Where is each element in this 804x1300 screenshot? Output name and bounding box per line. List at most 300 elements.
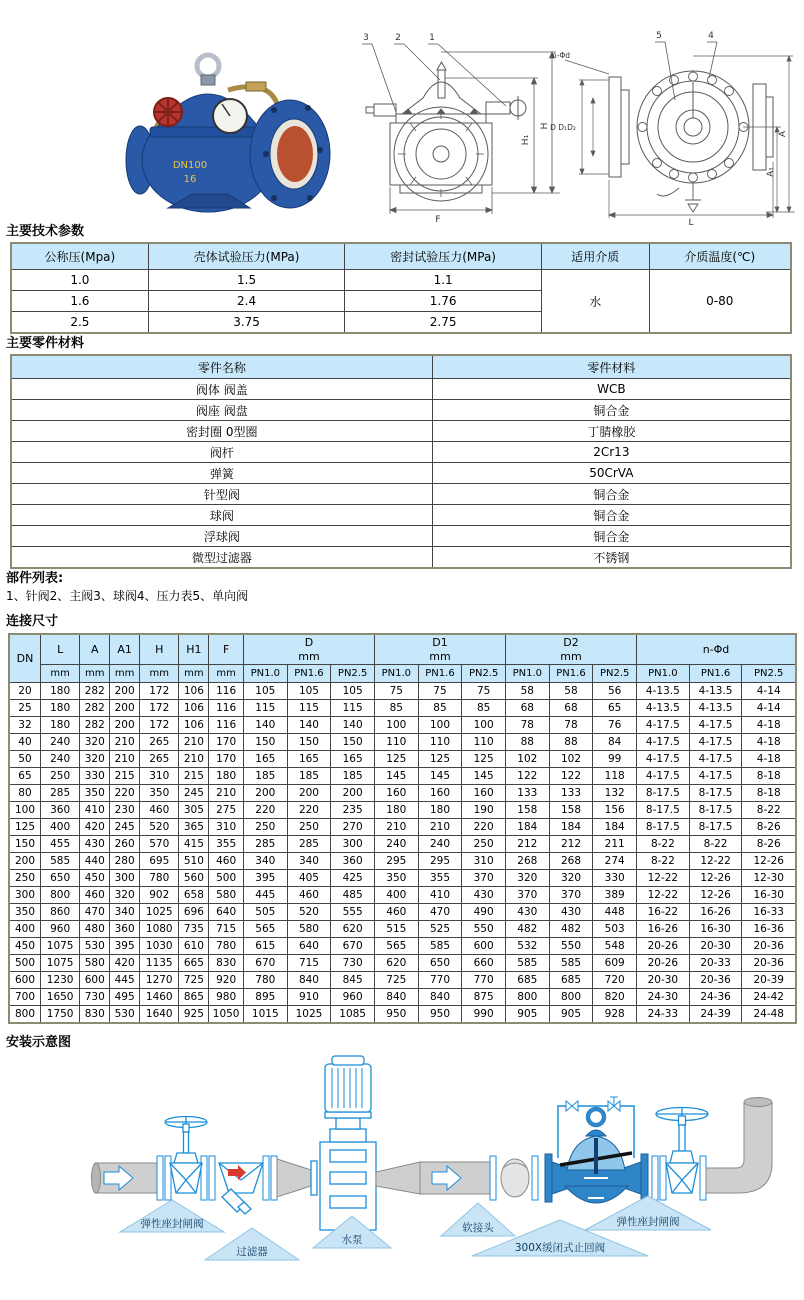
cell: 300 <box>9 887 40 904</box>
cell: 185 <box>331 768 375 785</box>
cell: 360 <box>40 802 79 819</box>
cell: 220 <box>462 819 506 836</box>
cell: 585 <box>40 853 79 870</box>
cell: 430 <box>505 904 549 921</box>
dims-header-row-2: mm mm mm mm mm mm PN1.0 PN1.6 PN2.5 PN1.0 PN1.6 PN2.5 PN1.0 PN1.6 PN2.5 PN1.0 PN1.6 PN2.5 <box>9 665 796 683</box>
callout-5: 5 <box>656 31 662 41</box>
cell: 270 <box>331 819 375 836</box>
cell: 895 <box>243 989 287 1006</box>
table-row <box>9 921 796 938</box>
cell: 600 <box>9 972 40 989</box>
cell: 370 <box>462 870 506 887</box>
cell: 阀体 阀盖 <box>11 379 432 400</box>
dim-l-label: L <box>688 218 694 227</box>
cell: 8-22 <box>637 853 690 870</box>
cell: 106 <box>179 683 209 700</box>
cell: 4-17.5 <box>689 734 742 751</box>
cell: 460 <box>287 887 331 904</box>
cell: 16-22 <box>637 904 690 921</box>
cell: 4-18 <box>742 751 796 768</box>
cell: 430 <box>549 904 593 921</box>
cell: 铜合金 <box>432 505 791 526</box>
cell: 580 <box>209 887 244 904</box>
cell: 830 <box>80 1006 110 1024</box>
cell: 330 <box>80 768 110 785</box>
cell: 20-36 <box>742 955 796 972</box>
cell: 212 <box>505 836 549 853</box>
cell: 490 <box>462 904 506 921</box>
cell: 100 <box>9 802 40 819</box>
cell: 425 <box>331 870 375 887</box>
cell: 140 <box>243 717 287 734</box>
cell: 800 <box>505 989 549 1006</box>
cell: 395 <box>243 870 287 887</box>
cell: 570 <box>140 836 179 853</box>
dimensions-title: 连接尺寸 <box>6 614 59 629</box>
cell: 210 <box>418 819 462 836</box>
cell: 116 <box>209 717 244 734</box>
cell: 770 <box>418 972 462 989</box>
cell: 285 <box>287 836 331 853</box>
cell: 184 <box>505 819 549 836</box>
col-a: A <box>80 634 110 665</box>
cell: 158 <box>549 802 593 819</box>
cell: 4-17.5 <box>689 768 742 785</box>
cell: 针型阀 <box>11 484 432 505</box>
cell: 530 <box>80 938 110 955</box>
cell: 415 <box>179 836 209 853</box>
cell: 950 <box>374 1006 418 1024</box>
cell: 274 <box>593 853 637 870</box>
cell: 100 <box>374 717 418 734</box>
cell: 12-30 <box>742 870 796 887</box>
cell: 295 <box>418 853 462 870</box>
cell: 365 <box>179 819 209 836</box>
cell: 116 <box>209 683 244 700</box>
cell: 8-22 <box>742 802 796 819</box>
cell: 696 <box>179 904 209 921</box>
cell: 215 <box>110 768 140 785</box>
col-group-d2: D2 mm <box>505 634 636 665</box>
cell: 460 <box>140 802 179 819</box>
cell: 430 <box>462 887 506 904</box>
cell: 1270 <box>140 972 179 989</box>
cell: 1080 <box>140 921 179 938</box>
cell: 485 <box>331 887 375 904</box>
lifting-eye-ring <box>588 1109 604 1125</box>
table-row <box>11 484 791 505</box>
cell: 482 <box>549 921 593 938</box>
cell: 350 <box>80 785 110 802</box>
cell: 2Cr13 <box>432 442 791 463</box>
cell: 1025 <box>287 1006 331 1024</box>
cell: 800 <box>549 989 593 1006</box>
cell: 620 <box>374 955 418 972</box>
cell: 265 <box>140 751 179 768</box>
outlet-pipe <box>376 1162 490 1194</box>
cell: 700 <box>9 989 40 1006</box>
cell: 450 <box>80 870 110 887</box>
materials-header-row <box>11 355 791 379</box>
cell: 480 <box>80 921 110 938</box>
cell: 410 <box>418 887 462 904</box>
cell: 360 <box>110 921 140 938</box>
cell: 8-17.5 <box>689 785 742 802</box>
cell: 105 <box>243 683 287 700</box>
cell: 505 <box>243 904 287 921</box>
table-row <box>9 700 796 717</box>
cell: 960 <box>331 989 375 1006</box>
cell: 355 <box>209 836 244 853</box>
diagram-label: 过滤器 <box>236 1246 268 1258</box>
cell: 300 <box>331 836 375 853</box>
table-row <box>9 955 796 972</box>
cell: 320 <box>80 751 110 768</box>
table-row <box>9 853 796 870</box>
flange-bolt-label: n-Φd <box>551 51 571 60</box>
cell: 4-13.5 <box>637 700 690 717</box>
cell: 460 <box>209 853 244 870</box>
cell: 548 <box>593 938 637 955</box>
col-a1: A1 <box>110 634 140 665</box>
cell: 133 <box>549 785 593 802</box>
cell: 铜合金 <box>432 526 791 547</box>
cell: 210 <box>179 751 209 768</box>
cell: 658 <box>179 887 209 904</box>
cell: 4-13.5 <box>689 700 742 717</box>
cell: 105 <box>287 683 331 700</box>
cell: 4-17.5 <box>689 717 742 734</box>
cell: 58 <box>549 683 593 700</box>
cell: 715 <box>209 921 244 938</box>
cell: 268 <box>505 853 549 870</box>
table-row: 1.6 2.4 1.76 <box>11 291 791 312</box>
cell: 40 <box>9 734 40 751</box>
cell: 350 <box>9 904 40 921</box>
table-row: 2.5 3.75 2.75 <box>11 312 791 334</box>
callout-1: 1 <box>429 33 435 43</box>
cell: 16-26 <box>637 921 690 938</box>
col-nominal-pressure: 公称压(Mpa) <box>11 243 148 270</box>
cell: 735 <box>179 921 209 938</box>
cell: 180 <box>209 768 244 785</box>
cell: 165 <box>331 751 375 768</box>
cell: 24-36 <box>689 989 742 1006</box>
cell: 520 <box>287 904 331 921</box>
cell: 110 <box>418 734 462 751</box>
cell: 725 <box>374 972 418 989</box>
col-group-d: D mm <box>243 634 374 665</box>
cell: 68 <box>505 700 549 717</box>
cell: 720 <box>593 972 637 989</box>
cell: 300 <box>110 870 140 887</box>
cell: 8-18 <box>742 785 796 802</box>
cell: 1230 <box>40 972 79 989</box>
cell: 20 <box>9 683 40 700</box>
cell: 180 <box>40 700 79 717</box>
lifting-eye-ring <box>197 55 219 77</box>
cell: 106 <box>179 700 209 717</box>
cell: 4-17.5 <box>637 751 690 768</box>
cell: 340 <box>110 904 140 921</box>
cell: 925 <box>179 1006 209 1024</box>
cell: 88 <box>549 734 593 751</box>
cell: 715 <box>287 955 331 972</box>
cell: 8-17.5 <box>637 819 690 836</box>
cell: 360 <box>331 853 375 870</box>
cell: 585 <box>505 955 549 972</box>
table-row <box>9 717 796 734</box>
cell: 16-26 <box>689 904 742 921</box>
cell: 780 <box>243 972 287 989</box>
cell: 145 <box>374 768 418 785</box>
cell: 340 <box>287 853 331 870</box>
col-medium-temp: 介质温度(℃) <box>649 243 791 270</box>
col-f: F <box>209 634 244 665</box>
cell: 905 <box>505 1006 549 1024</box>
diagram-label: 弹性座封闸阀 <box>140 1218 204 1230</box>
cell: 210 <box>110 751 140 768</box>
cell: 530 <box>110 1006 140 1024</box>
cell: 275 <box>209 802 244 819</box>
side-view-drawing <box>545 22 804 227</box>
cell: 185 <box>243 768 287 785</box>
cell: 铜合金 <box>432 484 791 505</box>
table-row <box>9 734 796 751</box>
cell: 122 <box>549 768 593 785</box>
cell: 600 <box>462 938 506 955</box>
cell: 100 <box>418 717 462 734</box>
cell: 115 <box>331 700 375 717</box>
cell: 585 <box>549 955 593 972</box>
cell: 50CrVA <box>432 463 791 484</box>
cell: 165 <box>243 751 287 768</box>
cell: 330 <box>593 870 637 887</box>
cell: 184 <box>593 819 637 836</box>
cell: 500 <box>9 955 40 972</box>
cell: 215 <box>179 768 209 785</box>
cell: 阀座 阀盘 <box>11 400 432 421</box>
cell: 115 <box>243 700 287 717</box>
cell: 24-30 <box>637 989 690 1006</box>
cell: 8-22 <box>637 836 690 853</box>
cell: 445 <box>110 972 140 989</box>
cell: 928 <box>593 1006 637 1024</box>
parts-list-text: 1、针阀2、主阀3、球阀4、压力表5、单向阀 <box>6 589 249 603</box>
cell: 235 <box>331 802 375 819</box>
cell: 4-17.5 <box>637 768 690 785</box>
cell: 550 <box>549 938 593 955</box>
cell: 85 <box>462 700 506 717</box>
cell: 350 <box>374 870 418 887</box>
cell: 56 <box>593 683 637 700</box>
cell: 285 <box>40 785 79 802</box>
dims-header-row-1 <box>9 634 796 665</box>
cell: 1015 <box>243 1006 287 1024</box>
cell: 浮球阀 <box>11 526 432 547</box>
cell: 190 <box>462 802 506 819</box>
table-row <box>11 400 791 421</box>
cell: 340 <box>243 853 287 870</box>
table-row <box>9 785 796 802</box>
table-row <box>11 421 791 442</box>
cell: 565 <box>243 921 287 938</box>
temp-cell: 0-80 <box>649 270 791 334</box>
photo-badge: DN100 <box>172 160 208 171</box>
cell: 560 <box>179 870 209 887</box>
cell: 4-14 <box>742 700 796 717</box>
cell: 250 <box>462 836 506 853</box>
cell: 211 <box>593 836 637 853</box>
cell: 665 <box>179 955 209 972</box>
cell: 400 <box>9 921 40 938</box>
elbow-pipe <box>706 1098 772 1194</box>
cell: 875 <box>462 989 506 1006</box>
table-row <box>9 836 796 853</box>
cell: 145 <box>462 768 506 785</box>
col-medium: 适用介质 <box>541 243 649 270</box>
cell: 4-18 <box>742 734 796 751</box>
cell: 32 <box>9 717 40 734</box>
cell: 58 <box>505 683 549 700</box>
cell: 8-18 <box>742 768 796 785</box>
cell: 24-42 <box>742 989 796 1006</box>
cell: 320 <box>80 734 110 751</box>
cell: 320 <box>549 870 593 887</box>
cell: 100 <box>462 717 506 734</box>
cell: 78 <box>505 717 549 734</box>
red-handwheel <box>154 98 182 126</box>
cell: 20-36 <box>742 938 796 955</box>
cell: 145 <box>418 768 462 785</box>
cell: 990 <box>462 1006 506 1024</box>
cell: 8-26 <box>742 819 796 836</box>
cell: 210 <box>209 785 244 802</box>
dim-h1-label: H₁ <box>521 134 531 146</box>
table-row <box>9 972 796 989</box>
cell: 510 <box>179 853 209 870</box>
cell: 1050 <box>209 1006 244 1024</box>
callout-2: 2 <box>395 33 401 43</box>
cell: 445 <box>243 887 287 904</box>
cell: 150 <box>287 734 331 751</box>
cell: 110 <box>462 734 506 751</box>
cell: 12-26 <box>689 887 742 904</box>
dim-a1-label: A₁ <box>766 167 776 177</box>
inlet-pipe <box>92 1163 158 1193</box>
cell: 820 <box>593 989 637 1006</box>
cell: 65 <box>9 768 40 785</box>
cell: 845 <box>331 972 375 989</box>
cell: 24-39 <box>689 1006 742 1024</box>
cell: 球阀 <box>11 505 432 526</box>
cell: 370 <box>549 887 593 904</box>
dim-h-label: H <box>540 122 550 130</box>
cell: 250 <box>243 819 287 836</box>
cell: 450 <box>9 938 40 955</box>
cell: 420 <box>80 819 110 836</box>
cell: 280 <box>110 853 140 870</box>
flange-dia-label: D D₁D₂ <box>550 123 576 132</box>
parts-list-title: 部件列表: <box>6 571 64 586</box>
cell: 99 <box>593 751 637 768</box>
cell: 75 <box>462 683 506 700</box>
cell: 20-26 <box>637 955 690 972</box>
cell: 585 <box>418 938 462 955</box>
cell: 515 <box>374 921 418 938</box>
cell: 8-26 <box>742 836 796 853</box>
cell: 140 <box>287 717 331 734</box>
cell: 172 <box>140 700 179 717</box>
cell: 503 <box>593 921 637 938</box>
table-row <box>9 819 796 836</box>
col-shell-test-pressure: 壳体试验压力(MPa) <box>148 243 345 270</box>
cell: 1460 <box>140 989 179 1006</box>
photo-badge-2: 16 <box>183 174 197 185</box>
cell: 125 <box>374 751 418 768</box>
cell: 780 <box>209 938 244 955</box>
cell: 85 <box>374 700 418 717</box>
cell: 140 <box>331 717 375 734</box>
cell: 840 <box>418 989 462 1006</box>
cell: 370 <box>505 887 549 904</box>
cell: 460 <box>80 887 110 904</box>
cell: 88 <box>505 734 549 751</box>
cell: 16-30 <box>689 921 742 938</box>
cell: 650 <box>40 870 79 887</box>
cell: 250 <box>9 870 40 887</box>
cell: 770 <box>462 972 506 989</box>
cell: 250 <box>287 819 331 836</box>
cell: 84 <box>593 734 637 751</box>
tech-params-table <box>10 242 792 334</box>
cell: 200 <box>243 785 287 802</box>
table-row <box>9 904 796 921</box>
col-group-bolts: n-Φd <box>637 634 797 665</box>
cell: 470 <box>418 904 462 921</box>
cell: 555 <box>331 904 375 921</box>
cell: 960 <box>40 921 79 938</box>
cell: 660 <box>462 955 506 972</box>
cell: 76 <box>593 717 637 734</box>
cell: 310 <box>462 853 506 870</box>
materials-rows <box>11 379 791 569</box>
cell: 1640 <box>140 1006 179 1024</box>
cell: 860 <box>40 904 79 921</box>
cell: 132 <box>593 785 637 802</box>
tech-header-row <box>11 243 791 270</box>
pump <box>311 1056 376 1230</box>
cell: 650 <box>418 955 462 972</box>
cell: 1075 <box>40 938 79 955</box>
cell: 420 <box>110 955 140 972</box>
cell: 800 <box>40 887 79 904</box>
cell: 282 <box>80 683 110 700</box>
cell: 4-17.5 <box>689 751 742 768</box>
cell: 902 <box>140 887 179 904</box>
cell: 12-22 <box>689 853 742 870</box>
tech-params-title: 主要技术参数 <box>6 224 85 239</box>
cell: 24-33 <box>637 1006 690 1024</box>
cell: 24-48 <box>742 1006 796 1024</box>
cell: 106 <box>179 717 209 734</box>
cell: 180 <box>40 683 79 700</box>
callout-4: 4 <box>708 31 714 41</box>
dim-f-label: F <box>435 215 441 225</box>
cell: 580 <box>80 955 110 972</box>
diagram-label: 弹性座封闸阀 <box>616 1216 680 1228</box>
table-row <box>11 505 791 526</box>
